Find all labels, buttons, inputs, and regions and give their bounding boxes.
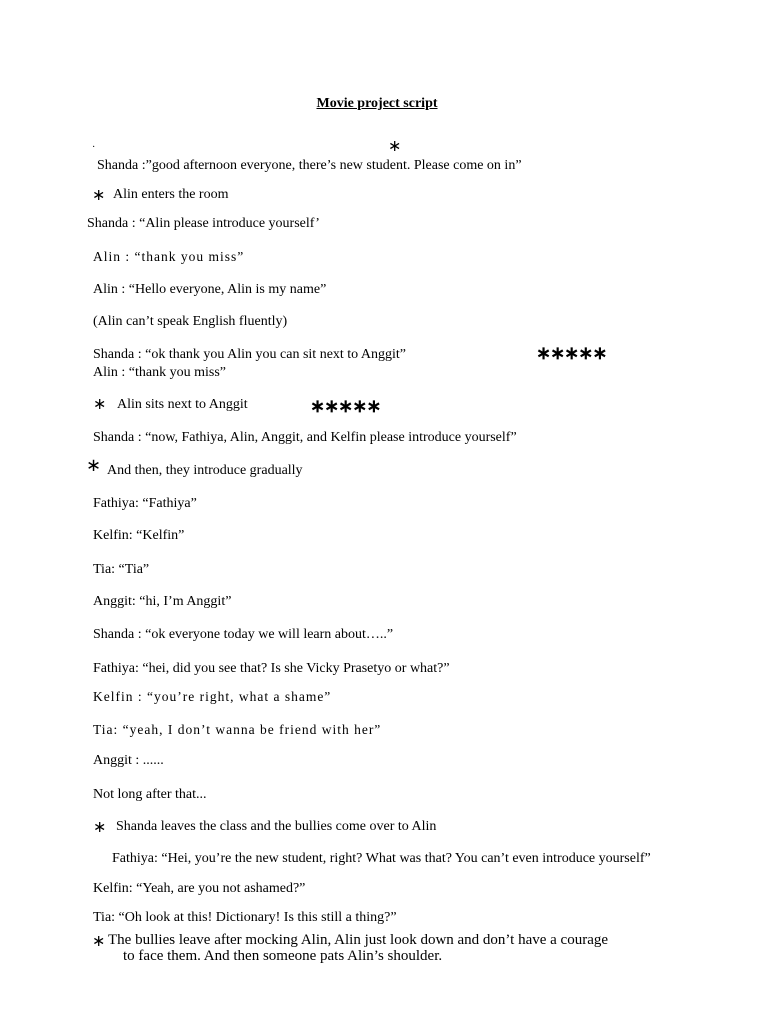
five-stars-marker: ∗∗∗∗∗ xyxy=(536,343,607,363)
script-line: Shanda : “ok thank you Alin you can sit next to Anggit” xyxy=(93,347,407,362)
script-line: Shanda : “now, Fathiya, Alin, Anggit, and Kelfin please introduce yourself” xyxy=(93,430,517,445)
script-line: Tia: “Tia” xyxy=(93,562,150,577)
star-marker: ∗ xyxy=(93,819,107,836)
document-title: Movie project script xyxy=(316,96,438,111)
script-line: Kelfin : “you’re right, what a shame” xyxy=(93,689,332,704)
dot-marker: · xyxy=(92,142,96,153)
star-marker: ∗ xyxy=(92,933,106,950)
stage-direction: The bullies leave after mocking Alin, Alin just look down and don’t have a courage xyxy=(108,932,609,948)
script-line: Fathiya: “Fathiya” xyxy=(93,496,197,511)
stage-direction: Shanda leaves the class and the bullies come over to Alin xyxy=(116,819,437,834)
script-line: Kelfin: “Kelfin” xyxy=(93,528,185,543)
stage-direction: to face them. And then someone pats Alin’s shoulder. xyxy=(123,948,443,964)
script-line: Alin : “thank you miss” xyxy=(93,249,245,264)
script-line: Fathiya: “hei, did you see that? Is she Vicky Prasetyo or what?” xyxy=(93,661,450,676)
stage-direction: Alin sits next to Anggit xyxy=(117,397,248,412)
stage-direction: And then, they introduce gradually xyxy=(107,463,303,478)
script-line: Alin : “thank you miss” xyxy=(93,365,226,380)
star-marker: ∗ xyxy=(86,455,102,475)
script-line: Tia: “yeah, I don’t wanna be friend with her” xyxy=(93,722,382,737)
script-line: Kelfin: “Yeah, are you not ashamed?” xyxy=(93,881,306,896)
stage-direction: Alin enters the room xyxy=(113,187,229,202)
script-line: Anggit: “hi, I’m Anggit” xyxy=(93,594,232,609)
script-line: Shanda : “Alin please introduce yourself’ xyxy=(87,216,320,231)
script-line: Fathiya: “Hei, you’re the new student, right? What was that? You can’t even introduce yourself” xyxy=(112,851,651,866)
script-line: (Alin can’t speak English fluently) xyxy=(93,314,288,329)
script-line: Anggit : ...... xyxy=(93,753,164,768)
script-line: Shanda :”good afternoon everyone, there’s new student. Please come on in” xyxy=(97,158,522,173)
star-marker: ∗ xyxy=(388,138,402,155)
five-stars-marker: ∗∗∗∗∗ xyxy=(310,396,381,416)
script-line: Shanda : “ok everyone today we will learn about…..” xyxy=(93,627,394,642)
script-line: Not long after that... xyxy=(93,787,207,802)
star-marker: ∗ xyxy=(92,187,106,204)
star-marker: ∗ xyxy=(93,396,107,413)
script-line: Tia: “Oh look at this! Dictionary! Is this still a thing?” xyxy=(93,910,397,925)
script-line: Alin : “Hello everyone, Alin is my name” xyxy=(93,282,327,297)
